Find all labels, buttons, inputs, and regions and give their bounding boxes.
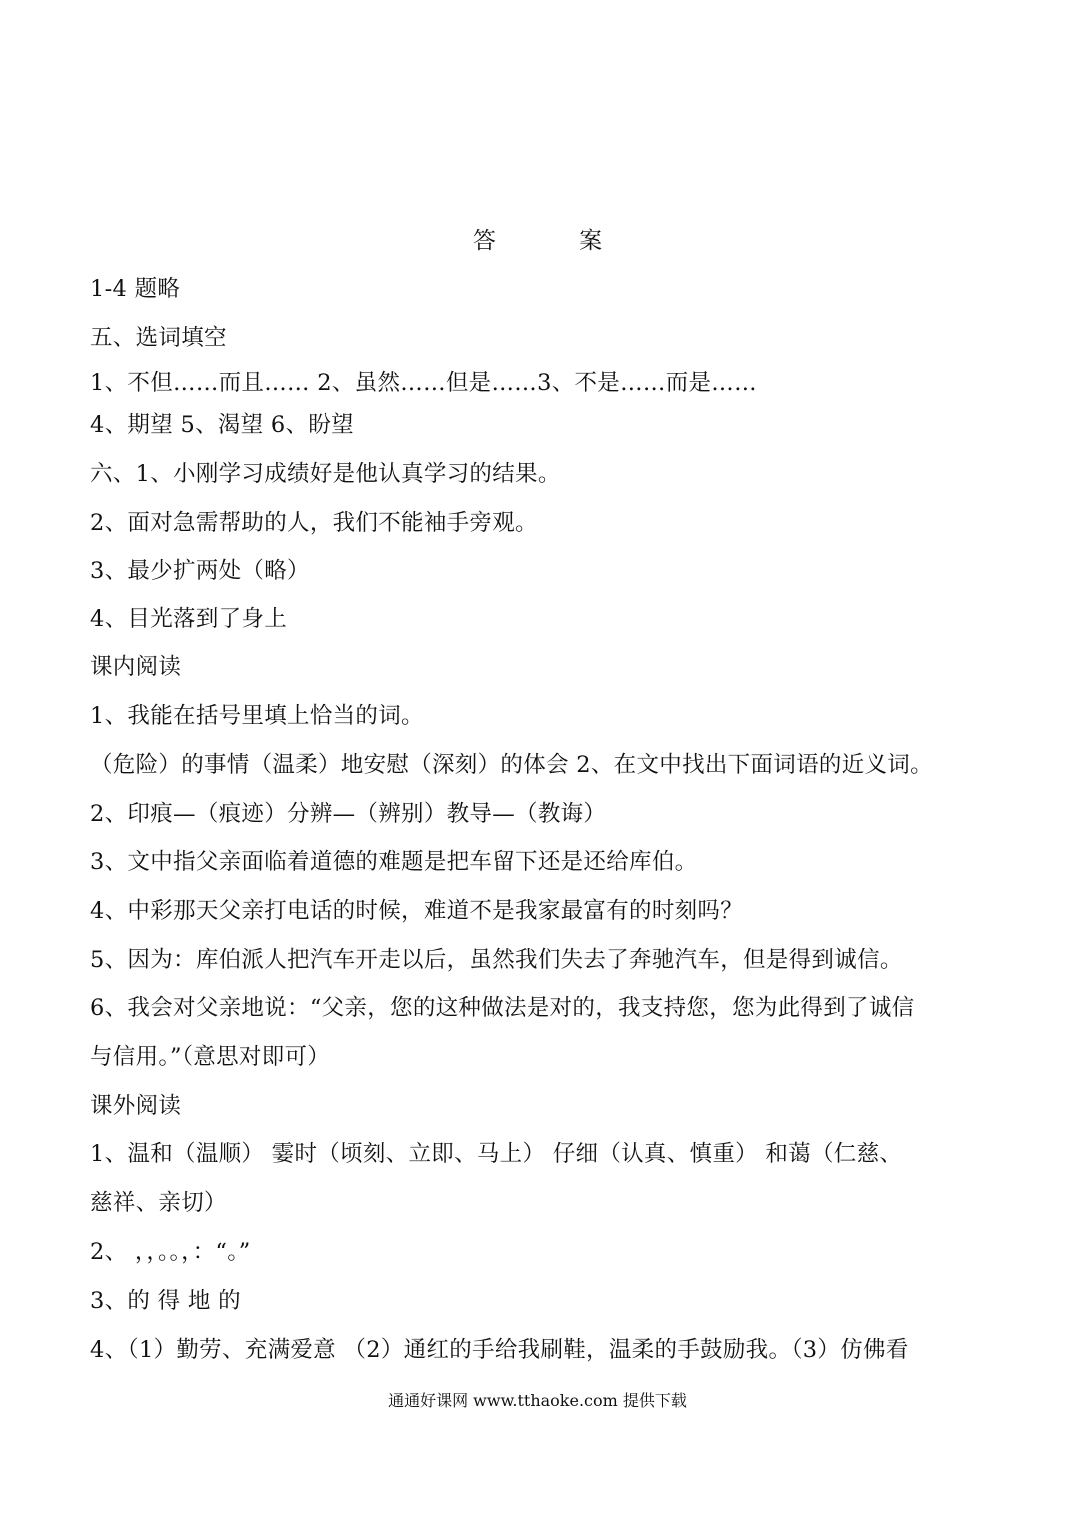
text-line: 3、文中指父亲面临着道德的难题是把车留下还是还给库伯。 (90, 849, 698, 875)
section-heading: 课外阅读 (90, 1093, 182, 1119)
text-line: 5、因为：库伯派人把汽车开走以后，虽然我们失去了奔驰汽车，但是得到诚信。 (90, 947, 903, 973)
text-line: 1、我能在括号里填上恰当的词。 (90, 703, 424, 729)
text-line: 1、温和（温顺） 霎时（顷刻、立即、马上） 仔细（认真、慎重） 和蔼（仁慈、 (90, 1141, 903, 1167)
text-line: （危险）的事情（温柔）地安慰（深刻）的体会 2、在文中找出下面词语的近义词。 (90, 752, 933, 778)
section-heading: 课内阅读 (90, 654, 182, 680)
text-line: 4、目光落到了身上 (90, 606, 288, 632)
text-line: 1-4 题略 (90, 276, 181, 302)
text-line: 2、印痕—（痕迹）分辨—（辨别）教导—（教诲） (90, 801, 607, 827)
text-line: 慈祥、亲切） (90, 1190, 227, 1216)
text-line: 4、中彩那天父亲打电话的时候，难道不是我家最富有的时刻吗？ (90, 898, 744, 924)
text-line: 4、期望 5、渴望 6、盼望 (90, 412, 354, 438)
text-line: 3、最少扩两处（略） (90, 558, 310, 584)
text-line: 6、我会对父亲地说：“父亲，您的这种做法是对的，我支持您，您为此得到了诚信 (90, 995, 915, 1021)
text-line: 五、选词填空 (90, 325, 227, 351)
text-line: 与信用。”（意思对即可） (90, 1044, 331, 1070)
page-title: 答 案 (472, 228, 641, 254)
text-line: 4、（1）勤劳、充满爱意 （2）通红的手给我刷鞋，温柔的手鼓励我。（3）仿佛看 (90, 1337, 909, 1363)
text-line: 3、的 得 地 的 (90, 1288, 241, 1314)
text-line: 2、 ，，。。，：“。” (90, 1239, 251, 1265)
text-line: 2、面对急需帮助的人，我们不能袖手旁观。 (90, 510, 538, 536)
text-line: 六、1、小刚学习成绩好是他认真学习的结果。 (90, 461, 561, 487)
footer-credit: 通通好课网 www.tthaoke.com 提供下载 (388, 1391, 687, 1410)
text-line: 1、不但……而且…… 2、虽然……但是……3、不是……而是…… (90, 370, 757, 396)
